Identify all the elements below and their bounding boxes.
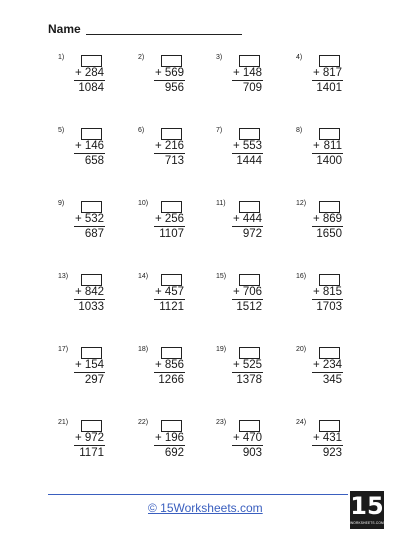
sum-value: 297: [84, 374, 104, 386]
plus-sign: +: [155, 67, 162, 79]
problem-number: 7): [216, 127, 223, 134]
problem-item: [58, 54, 118, 100]
answer-box[interactable]: [81, 420, 102, 432]
answer-box[interactable]: [161, 128, 182, 140]
answer-box[interactable]: [319, 201, 340, 213]
sum-rule: [232, 445, 263, 446]
footer-divider: [48, 494, 348, 495]
sum-rule: [312, 226, 343, 227]
answer-box[interactable]: [319, 274, 340, 286]
logo-number: 15: [350, 492, 384, 520]
sum-value: 1107: [159, 228, 184, 240]
problem-number: 17): [58, 346, 69, 353]
addend: 842: [84, 286, 104, 298]
addend: 431: [322, 432, 342, 444]
plus-sign: +: [155, 432, 162, 444]
sum-rule: [232, 299, 263, 300]
problem-number: 9): [58, 200, 65, 207]
problem-item: [296, 419, 356, 465]
problem-item: [216, 54, 276, 100]
answer-box[interactable]: [161, 274, 182, 286]
sum-rule: [74, 226, 105, 227]
sum-rule: [312, 299, 343, 300]
problem-item: [138, 54, 198, 100]
plus-sign: +: [313, 432, 320, 444]
problem-item: [296, 346, 356, 392]
problem-item: [58, 127, 118, 173]
sum-rule: [232, 226, 263, 227]
answer-box[interactable]: [319, 128, 340, 140]
problem-number: 3): [216, 54, 223, 61]
plus-sign: +: [75, 67, 82, 79]
answer-box[interactable]: [239, 55, 260, 67]
plus-sign: +: [313, 140, 320, 152]
problem-number: 4): [296, 54, 303, 61]
sum-value: 1650: [316, 228, 342, 240]
addend: 815: [322, 286, 342, 298]
sum-value: 956: [164, 82, 184, 94]
addend: 234: [322, 359, 342, 371]
sum-value: 687: [84, 228, 104, 240]
sum-rule: [232, 80, 263, 81]
answer-box[interactable]: [161, 347, 182, 359]
plus-sign: +: [233, 359, 240, 371]
addend: 470: [242, 432, 262, 444]
sum-rule: [312, 372, 343, 373]
addend: 146: [84, 140, 104, 152]
plus-sign: +: [313, 67, 320, 79]
problem-item: [296, 127, 356, 173]
sum-rule: [74, 445, 105, 446]
problem-number: 2): [138, 54, 145, 61]
addend: 196: [164, 432, 184, 444]
problem-item: [216, 419, 276, 465]
addend: 256: [164, 213, 184, 225]
problem-number: 21): [58, 419, 69, 426]
plus-sign: +: [233, 432, 240, 444]
sum-rule: [74, 80, 105, 81]
problem-item: [296, 200, 356, 246]
problem-item: [138, 346, 198, 392]
answer-box[interactable]: [239, 128, 260, 140]
addend: 972: [84, 432, 104, 444]
addend: 811: [323, 140, 342, 152]
problem-item: [138, 273, 198, 319]
plus-sign: +: [75, 432, 82, 444]
sum-rule: [312, 445, 343, 446]
sum-rule: [154, 372, 185, 373]
sum-rule: [154, 226, 185, 227]
plus-sign: +: [155, 140, 162, 152]
addend: 856: [164, 359, 184, 371]
problem-item: [296, 54, 356, 100]
plus-sign: +: [155, 213, 162, 225]
sum-rule: [232, 372, 263, 373]
plus-sign: +: [233, 140, 240, 152]
worksheets-logo: [350, 491, 384, 529]
answer-box[interactable]: [81, 55, 102, 67]
sum-value: 345: [322, 374, 342, 386]
answer-box[interactable]: [81, 274, 102, 286]
problem-item: [296, 273, 356, 319]
addend: 457: [164, 286, 184, 298]
sum-rule: [154, 153, 185, 154]
plus-sign: +: [233, 286, 240, 298]
sum-value: 1084: [78, 82, 104, 94]
plus-sign: +: [313, 213, 320, 225]
problem-number: 10): [138, 200, 149, 207]
problem-number: 14): [138, 273, 149, 280]
problem-number: 18): [138, 346, 149, 353]
answer-box[interactable]: [239, 201, 260, 213]
addend: 532: [84, 213, 104, 225]
sum-rule: [74, 299, 105, 300]
addend: 148: [242, 67, 262, 79]
sum-value: 1266: [158, 374, 184, 386]
sum-rule: [232, 153, 263, 154]
plus-sign: +: [155, 359, 162, 371]
answer-box[interactable]: [239, 274, 260, 286]
addend: 216: [164, 140, 184, 152]
answer-box[interactable]: [81, 128, 102, 140]
sum-rule: [312, 153, 343, 154]
answer-box[interactable]: [319, 55, 340, 67]
problem-item: [138, 127, 198, 173]
sum-value: 713: [164, 155, 184, 167]
sum-rule: [154, 80, 185, 81]
plus-sign: +: [75, 213, 82, 225]
sum-value: 923: [322, 447, 342, 459]
problem-number: 1): [58, 54, 65, 61]
footer-link[interactable]: © 15Worksheets.com: [148, 501, 263, 515]
answer-box[interactable]: [319, 420, 340, 432]
sum-value: 1400: [316, 155, 342, 167]
answer-box[interactable]: [81, 347, 102, 359]
plus-sign: +: [313, 286, 320, 298]
problem-item: [58, 419, 118, 465]
answer-box[interactable]: [319, 347, 340, 359]
problem-number: 11): [216, 200, 226, 207]
addend: 817: [322, 67, 342, 79]
addend: 869: [322, 213, 342, 225]
addend: 154: [84, 359, 104, 371]
sum-value: 1171: [79, 447, 104, 459]
addend: 706: [242, 286, 262, 298]
problem-number: 20): [296, 346, 307, 353]
sum-value: 1033: [78, 301, 104, 313]
sum-value: 1121: [159, 301, 184, 313]
problem-item: [216, 127, 276, 173]
problem-number: 13): [58, 273, 69, 280]
name-label: Name: [48, 22, 81, 36]
problem-number: 16): [296, 273, 307, 280]
sum-value: 903: [242, 447, 262, 459]
problem-item: [58, 200, 118, 246]
plus-sign: +: [75, 286, 82, 298]
sum-rule: [74, 372, 105, 373]
addend: 553: [242, 140, 262, 152]
sum-value: 1378: [236, 374, 262, 386]
addend: 444: [242, 213, 262, 225]
answer-box[interactable]: [239, 420, 260, 432]
sum-value: 692: [164, 447, 184, 459]
problem-item: [58, 346, 118, 392]
sum-value: 1512: [236, 301, 262, 313]
problem-item: [138, 419, 198, 465]
sum-value: 1444: [236, 155, 262, 167]
problem-item: [216, 346, 276, 392]
name-blank-line[interactable]: [86, 34, 242, 35]
answer-box[interactable]: [161, 420, 182, 432]
sum-value: 709: [242, 82, 262, 94]
sum-value: 972: [242, 228, 262, 240]
problem-number: 8): [296, 127, 303, 134]
addend: 569: [164, 67, 184, 79]
plus-sign: +: [233, 67, 240, 79]
problem-number: 23): [216, 419, 227, 426]
problem-number: 6): [138, 127, 145, 134]
answer-box[interactable]: [161, 201, 182, 213]
sum-rule: [154, 299, 185, 300]
problem-number: 12): [296, 200, 307, 207]
problem-number: 15): [216, 273, 227, 280]
problem-number: 5): [58, 127, 65, 134]
problem-number: 22): [138, 419, 149, 426]
sum-value: 658: [84, 155, 104, 167]
sum-rule: [74, 153, 105, 154]
plus-sign: +: [75, 140, 82, 152]
plus-sign: +: [313, 359, 320, 371]
sum-rule: [312, 80, 343, 81]
problem-item: [58, 273, 118, 319]
problem-item: [216, 273, 276, 319]
problem-item: [216, 200, 276, 246]
plus-sign: +: [155, 286, 162, 298]
plus-sign: +: [233, 213, 240, 225]
problem-number: 24): [296, 419, 307, 426]
sum-value: 1401: [316, 82, 342, 94]
addend: 284: [84, 67, 104, 79]
answer-box[interactable]: [239, 347, 260, 359]
problem-item: [138, 200, 198, 246]
answer-box[interactable]: [161, 55, 182, 67]
problem-number: 19): [216, 346, 227, 353]
answer-box[interactable]: [81, 201, 102, 213]
plus-sign: +: [75, 359, 82, 371]
logo-subtitle: WORKSHEETS.COM: [350, 521, 384, 525]
addend: 525: [242, 359, 262, 371]
sum-value: 1703: [316, 301, 342, 313]
sum-rule: [154, 445, 185, 446]
